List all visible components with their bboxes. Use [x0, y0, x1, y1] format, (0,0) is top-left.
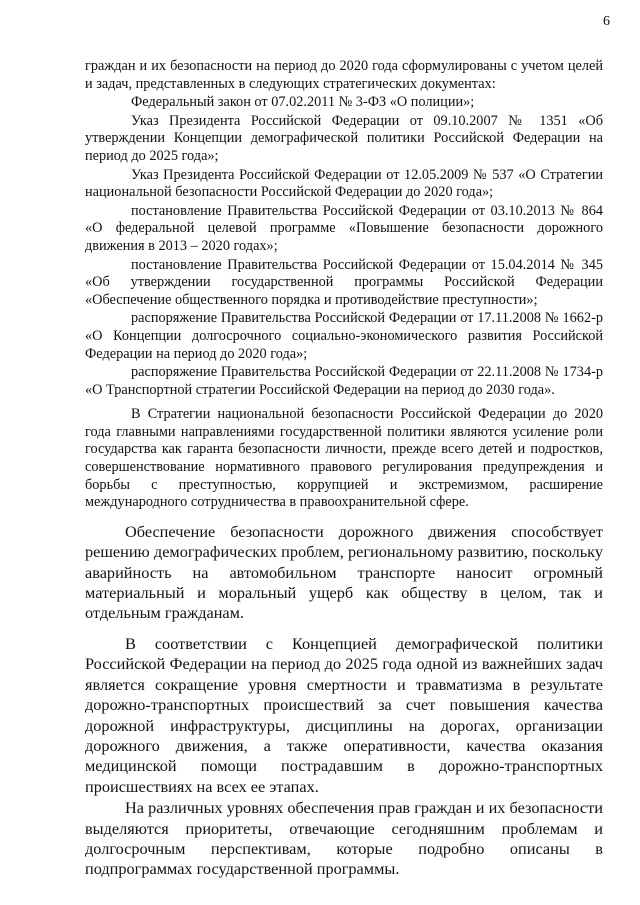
paragraph-law-police: Федеральный закон от 07.02.2011 № 3-ФЗ «О полиции»;: [131, 94, 475, 111]
paragraph-demographic-concept: В соответствии с Концепцией демографической политики Российской Федерации на период до 2025 года одной из важнейших задач является сокращение уровня смертности и травматизма в результате дорожно-транспортных происшествий за счет повышения качества дорожной инфраструктуры, дисциплины на дорогах, организации дорожного движения, а также оперативности, качества оказания медицинской помощи пострадавшим в дорожно-транспортных происшествиях на всех ее этапах.: [85, 633, 603, 796]
paragraph-security-strategy: В Стратегии национальной безопасности Российской Федерации до 2020 года главными направлениями государственной политики являются усиление роли государства как гаранта безопасности личности, прежде всего детей и подростков, совершенствование нормативного правового регулирования предупреждения и борьбы с преступностью, коррупцией и экстремизмом, расширение международного сотрудничества в правоохранительной сфере.: [85, 406, 603, 511]
paragraph-road-safety: Обеспечение безопасности дорожного движения способствует решению демографических проблем, региональному развитию, поскольку аварийность на автомобильном транспорте наносит огромный материальный и моральный ущерб как обществу в целом, так и отдельным гражданам.: [85, 521, 603, 623]
document-body: [85, 58, 603, 880]
paragraph-priorities: На различных уровнях обеспечения прав граждан и их безопасности выделяются приоритеты, отвечающие сегодняшним проблемам и долгосрочным перспективам, которые подробно описаны в подпрограммах государственной программы.: [85, 798, 603, 879]
paragraph-resolution-345: постановление Правительства Российской Федерации от 15.04.2014 № 345 «Об утверждении государственной программы Российской Федерации «Обеспечение общественного порядка и противодействие преступности»;: [85, 256, 603, 308]
paragraph-order-1662: распоряжение Правительства Российской Федерации от 17.11.2008 № 1662-р «О Концепции долгосрочного социально-экономического развития Российской Федерации на период до 2020 года»;: [85, 310, 603, 362]
page-number: 6: [603, 14, 610, 29]
paragraph-order-1734: распоряжение Правительства Российской Федерации от 22.11.2008 № 1734-р «О Транспортной стратегии Российской Федерации на период до 2030 года».: [85, 364, 603, 398]
paragraph-resolution-864: постановление Правительства Российской Федерации от 03.10.2013 № 864 «О федеральной целевой программе «Повышение безопасности дорожного движения в 2013 – 2020 годах»;: [85, 202, 603, 254]
paragraph-decree-537: Указ Президента Российской Федерации от 12.05.2009 № 537 «О Стратегии национальной безопасности Российской Федерации до 2020 года»;: [85, 166, 603, 201]
paragraph-decree-1351: Указ Президента Российской Федерации от 09.10.2007 № 1351 «Об утверждении Концепции демографической политики Российской Федерации на период до 2025 года»;: [85, 112, 603, 164]
paragraph-intro: граждан и их безопасности на период до 2020 года сформулированы с учетом целей и задач, представленных в следующих стратегических документах:: [85, 58, 603, 92]
